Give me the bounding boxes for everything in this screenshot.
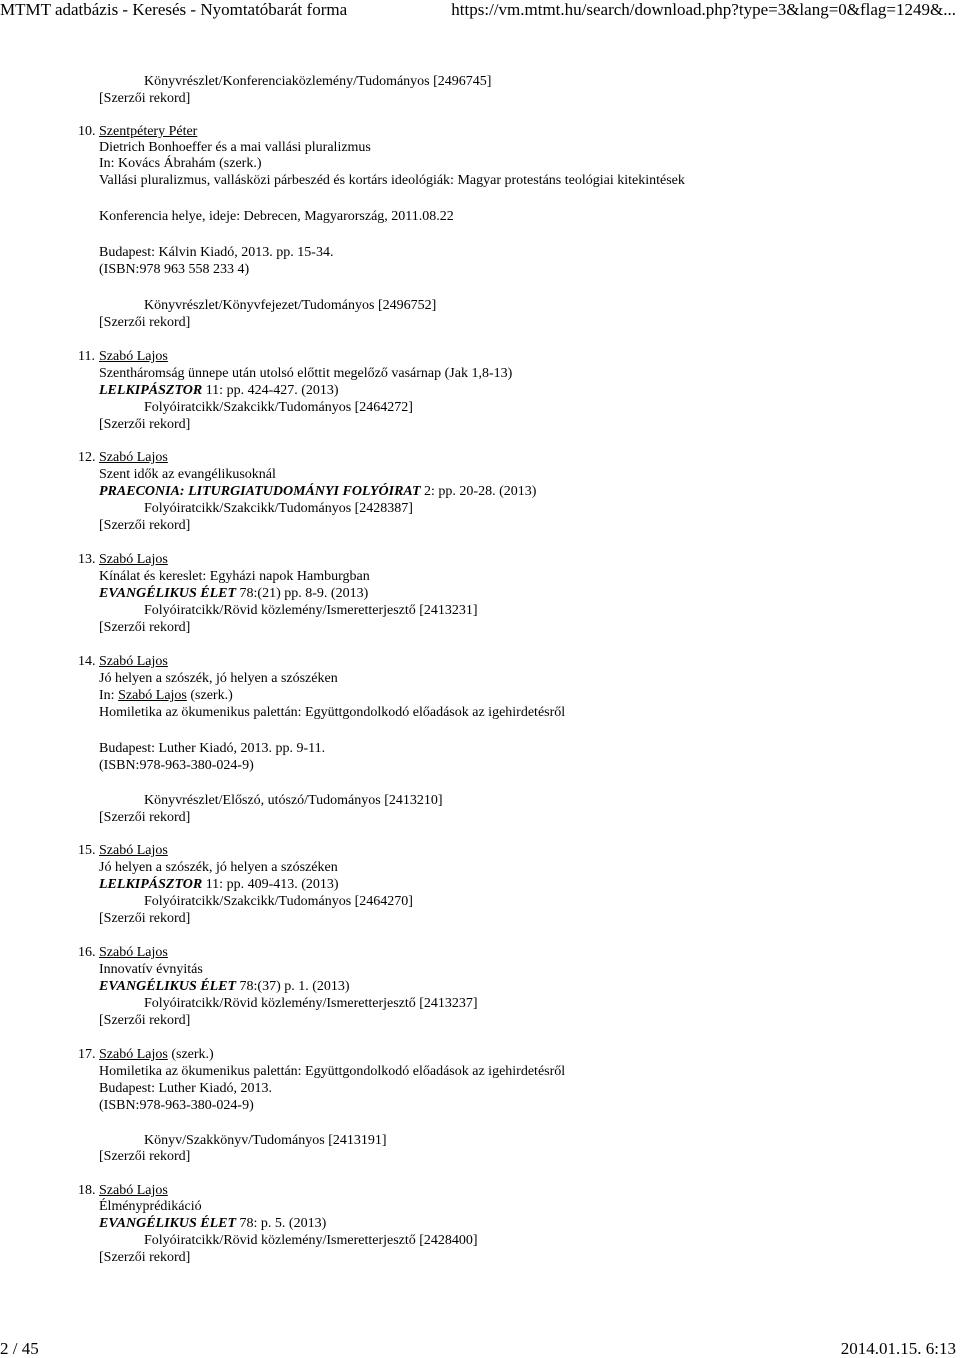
journal-line	[99, 877, 339, 893]
in-editor: In: Kovács Ábrahám (szerk.)	[99, 156, 262, 171]
author-link[interactable]: Szabó Lajos	[99, 654, 168, 669]
item-number: 16.	[78, 945, 96, 960]
author-record-link[interactable]: [Szerzői rekord]	[99, 91, 191, 106]
journal-details: 78:(21) pp. 8-9. (2013)	[236, 586, 369, 601]
author-line	[99, 1047, 214, 1063]
journal-name: EVANGÉLIKUS ÉLET	[99, 979, 237, 994]
journal-name: EVANGÉLIKUS ÉLET	[99, 586, 237, 601]
item-number: 14.	[78, 654, 96, 669]
in-prefix: In:	[99, 688, 119, 703]
page-number: 2 / 45	[0, 1339, 39, 1358]
page-header-url: https://vm.mtmt.hu/search/download.php?type=3&lang=0&flag=1249&...	[451, 0, 956, 19]
author-link[interactable]: Szabó Lajos	[99, 945, 168, 960]
item-number: 17.	[78, 1047, 96, 1062]
isbn: (ISBN:978 963 558 233 4)	[99, 262, 250, 277]
author-link[interactable]: Szabó Lajos	[99, 1183, 168, 1198]
author-link[interactable]: Szabó Lajos	[99, 1047, 168, 1062]
item-number: 12.	[78, 450, 96, 465]
journal-name: LELKIPÁSZTOR	[99, 877, 203, 892]
isbn: (ISBN:978-963-380-024-9)	[99, 758, 254, 773]
author-line	[99, 654, 168, 670]
author-record-link[interactable]: [Szerzői rekord]	[99, 620, 191, 635]
author-record-link[interactable]: [Szerzői rekord]	[99, 810, 191, 825]
author-record-link[interactable]: [Szerzői rekord]	[99, 315, 191, 330]
author-record-link[interactable]: [Szerzői rekord]	[99, 1013, 191, 1028]
journal-line	[99, 1216, 326, 1232]
category-line: Folyóiratcikk/Szakcikk/Tudományos [2464272]	[144, 400, 413, 415]
item-title: Szent idők az evangélikusoknál	[99, 467, 276, 482]
item-title: Kínálat és kereslet: Egyházi napok Hamburgban	[99, 569, 370, 584]
author-link[interactable]: Szabó Lajos	[99, 843, 168, 858]
journal-name: PRAECONIA: LITURGIATUDOMÁNYI FOLYÓIRAT	[99, 484, 421, 499]
category-line: Folyóiratcikk/Rövid közlemény/Ismeretterjesztő [2413237]	[144, 996, 478, 1011]
item-title: Szentháromság ünnepe után utolsó előttit megelőző vasárnap (Jak 1,8-13)	[99, 366, 513, 381]
journal-details: 78:(37) p. 1. (2013)	[236, 979, 350, 994]
in-suffix: (szerk.)	[186, 688, 233, 703]
item-title: Innovatív évnyitás	[99, 962, 203, 977]
item-title: Dietrich Bonhoeffer és a mai vallási pluralizmus	[99, 140, 371, 155]
conference-info: Konferencia helye, ideje: Debrecen, Magyarország, 2011.08.22	[99, 209, 454, 224]
item-title: Jó helyen a szószék, jó helyen a szószéken	[99, 671, 338, 686]
journal-line	[99, 383, 339, 399]
item-number: 13.	[78, 552, 96, 567]
item-title: Jó helyen a szószék, jó helyen a szószéken	[99, 860, 338, 875]
author-record-link[interactable]: [Szerzői rekord]	[99, 417, 191, 432]
publisher-info: Budapest: Luther Kiadó, 2013.	[99, 1081, 273, 1096]
category-line: Folyóiratcikk/Szakcikk/Tudományos [2428387]	[144, 501, 413, 516]
author-line	[99, 552, 168, 568]
item-number: 10.	[78, 124, 96, 139]
in-editor	[99, 688, 233, 704]
author-line	[99, 945, 168, 961]
journal-line	[99, 979, 350, 995]
publisher-info: Budapest: Kálvin Kiadó, 2013. pp. 15-34.	[99, 245, 334, 260]
author-link[interactable]: Szabó Lajos	[99, 349, 168, 364]
item-number: 11.	[78, 349, 95, 364]
editor-link[interactable]: Szabó Lajos	[118, 688, 187, 703]
item-number: 18.	[78, 1183, 96, 1198]
author-record-link[interactable]: [Szerzői rekord]	[99, 518, 191, 533]
category-line: Könyvrészlet/Előszó, utószó/Tudományos [2413210]	[144, 793, 443, 808]
author-suffix: (szerk.)	[167, 1047, 214, 1062]
author-line	[99, 843, 168, 859]
author-link[interactable]: Szabó Lajos	[99, 552, 168, 567]
author-record-link[interactable]: [Szerzői rekord]	[99, 1149, 191, 1164]
journal-details: 78: p. 5. (2013)	[236, 1216, 327, 1231]
author-record-link[interactable]: [Szerzői rekord]	[99, 911, 191, 926]
journal-line	[99, 586, 368, 602]
author-link[interactable]: Szentpétery Péter	[99, 124, 198, 139]
author-line	[99, 349, 168, 365]
page-header-title: MTMT adatbázis - Keresés - Nyomtatóbarát forma	[0, 0, 348, 19]
item-title: Élményprédikáció	[99, 1199, 202, 1214]
journal-details: 11: pp. 409-413. (2013)	[202, 877, 339, 892]
journal-name: EVANGÉLIKUS ÉLET	[99, 1216, 237, 1231]
author-line	[99, 124, 197, 140]
journal-details: 2: pp. 20-28. (2013)	[420, 484, 537, 499]
author-line	[99, 450, 168, 466]
journal-details: 11: pp. 424-427. (2013)	[202, 383, 339, 398]
publisher-info: Budapest: Luther Kiadó, 2013. pp. 9-11.	[99, 741, 326, 756]
author-line	[99, 1183, 168, 1199]
category-line: Folyóiratcikk/Szakcikk/Tudományos [2464270]	[144, 894, 413, 909]
journal-name: LELKIPÁSZTOR	[99, 383, 203, 398]
isbn: (ISBN:978-963-380-024-9)	[99, 1098, 254, 1113]
category-line: Könyv/Szakkönyv/Tudományos [2413191]	[144, 1133, 387, 1148]
book-title: Vallási pluralizmus, vallásközi párbeszéd és kortárs ideológiák: Magyar protestáns teológiai kitekintések	[99, 173, 685, 188]
category-line: Könyvrészlet/Könyvfejezet/Tudományos [2496752]	[144, 298, 437, 313]
author-record-link[interactable]: [Szerzői rekord]	[99, 1250, 191, 1265]
category-line: Könyvrészlet/Konferenciaközlemény/Tudományos [2496745]	[144, 74, 492, 89]
category-line: Folyóiratcikk/Rövid közlemény/Ismeretterjesztő [2413231]	[144, 603, 478, 618]
item-title: Homiletika az ökumenikus palettán: Együttgondolkodó előadások az igehirdetésről	[99, 1064, 566, 1079]
author-link[interactable]: Szabó Lajos	[99, 450, 168, 465]
category-line: Folyóiratcikk/Rövid közlemény/Ismeretterjesztő [2428400]	[144, 1233, 478, 1248]
book-title: Homiletika az ökumenikus palettán: Együttgondolkodó előadások az igehirdetésről	[99, 705, 566, 720]
journal-line	[99, 484, 536, 500]
print-datetime: 2014.01.15. 6:13	[840, 1339, 956, 1358]
item-number: 15.	[78, 843, 96, 858]
